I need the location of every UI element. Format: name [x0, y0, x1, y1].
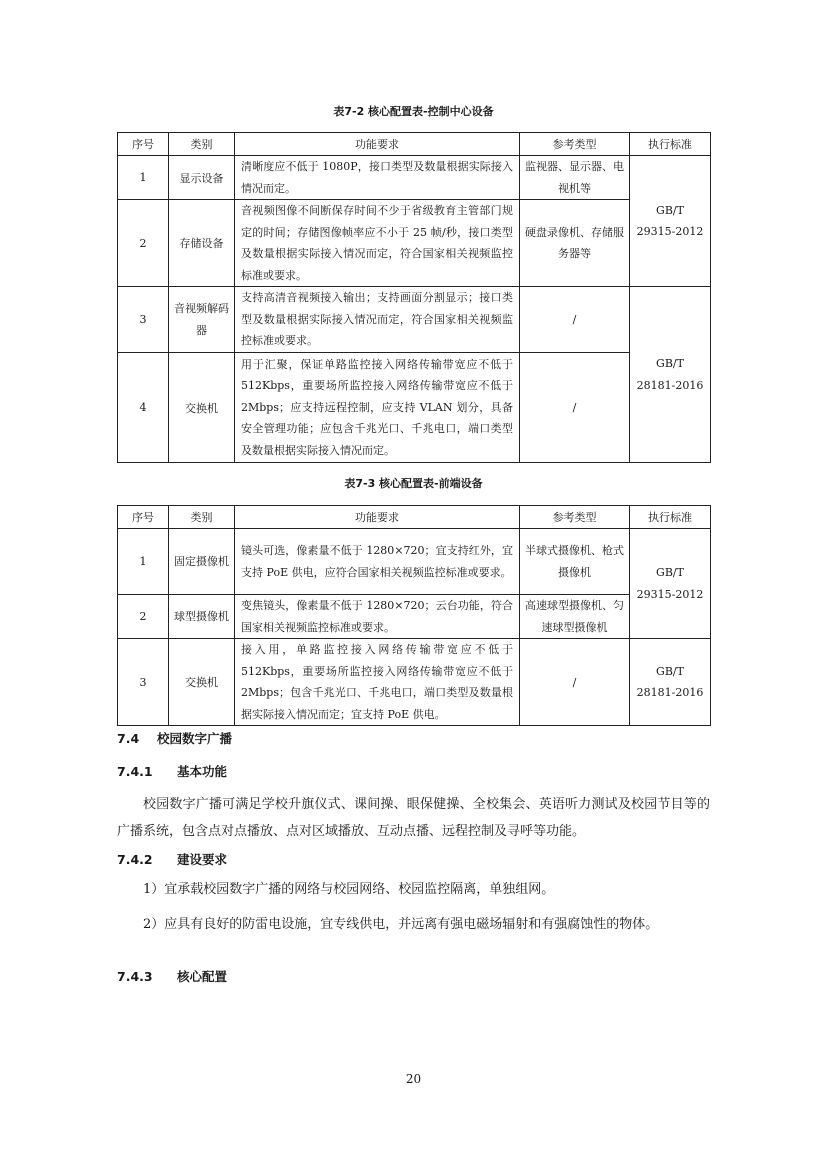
header-reference: 参考类型	[520, 506, 630, 529]
table-7-2-caption: 表7-2 核心配置表-控制中心设备	[333, 105, 494, 118]
row-requirement: 清晰度应不低于 1080P，接口类型及数量根据实际接入情况而定。	[235, 156, 520, 200]
row-category: 球型摄像机	[169, 595, 235, 639]
table-row	[118, 595, 711, 639]
paragraph-basic-function: 校园数字广播可满足学校升旗仪式、课间操、眼保健操、全校集会、英语听力测试及校园节目等的广播系统，包含点对点播放、点对区域播放、互动点播、远程控制及寻呼等功能。	[117, 797, 710, 839]
section-number: 7.4.3	[117, 969, 153, 984]
header-category: 类别	[169, 506, 235, 529]
table-row	[118, 353, 711, 463]
section-heading-7-4-3	[117, 967, 227, 985]
row-category: 音视频解码器	[169, 287, 235, 353]
header-requirement: 功能要求	[235, 506, 520, 529]
section-heading-7-4	[117, 729, 232, 747]
row-reference: /	[520, 353, 630, 463]
row-standard: GB/T 28181-2016	[630, 287, 711, 463]
table-row	[118, 287, 711, 353]
section-title: 基本功能	[177, 764, 228, 779]
row-no: 3	[118, 639, 169, 726]
section-title: 核心配置	[177, 969, 228, 984]
row-no: 2	[118, 595, 169, 639]
row-reference: /	[520, 287, 630, 353]
row-no: 4	[118, 353, 169, 463]
row-category: 存储设备	[169, 200, 235, 287]
header-requirement: 功能要求	[235, 133, 520, 156]
row-requirement: 支持高清音视频接入输出；支持画面分割显示；接口类型及数量根据实际接入情况而定，符合国家相关视频监控标准或要求。	[235, 287, 520, 353]
table-row	[118, 200, 711, 287]
section-number: 7.4.2	[117, 852, 153, 867]
table-row	[118, 639, 711, 726]
row-category: 交换机	[169, 639, 235, 726]
header-no: 序号	[118, 133, 169, 156]
row-no: 1	[118, 156, 169, 200]
section-number: 7.4.1	[117, 764, 153, 779]
row-standard: GB/T 29315-2012	[630, 156, 711, 287]
paragraph-requirement-2: 2）应具有良好的防雷电设施，宜专线供电，并远离有强电磁场辐射和有强腐蚀性的物体。	[143, 917, 659, 932]
table-7-2	[117, 132, 711, 463]
row-standard: GB/T 29315-2012	[630, 529, 711, 639]
row-requirement: 镜头可选，像素量不低于 1280×720；宜支持红外，宜支持 PoE 供电，应符合国家相关视频监控标准或要求。	[235, 529, 520, 595]
header-no: 序号	[118, 506, 169, 529]
row-standard: GB/T 28181-2016	[630, 639, 711, 726]
table-header-row	[118, 133, 711, 156]
row-reference: /	[520, 639, 630, 726]
section-title: 校园数字广播	[157, 731, 233, 746]
section-heading-7-4-2	[117, 850, 227, 868]
page-number: 20	[405, 1072, 422, 1086]
paragraph-requirement-1: 1）宜承载校园数字广播的网络与校园网络、校园监控隔离，单独组网。	[143, 882, 555, 897]
section-number: 7.4	[117, 731, 140, 746]
header-reference: 参考类型	[520, 133, 630, 156]
section-heading-7-4-1	[117, 762, 227, 780]
table-header-row	[118, 506, 711, 529]
row-no: 1	[118, 529, 169, 595]
row-requirement: 变焦镜头，像素量不低于 1280×720；云台功能，符合国家相关视频监控标准或要求。	[235, 595, 520, 639]
row-category: 交换机	[169, 353, 235, 463]
table-row	[118, 529, 711, 595]
row-no: 3	[118, 287, 169, 353]
row-requirement: 用于汇聚，保证单路监控接入网络传输带宽应不低于 512Kbps，重要场所监控接入网络传输带宽应不低于 2Mbps；应支持远程控制，应支持 VLAN 划分，具备安全管理功能；应包含千兆光口、千兆电口，端口类型及数量根据实际接入情况而定。	[235, 353, 520, 463]
row-requirement: 接入用，单路监控接入网络传输带宽应不低于 512Kbps，重要场所监控接入网络传输带宽应不低于 2Mbps；包含千兆光口、千兆电口，端口类型及数量根据实际接入情况而定；宜支持 PoE 供电。	[235, 639, 520, 726]
table-row	[118, 156, 711, 200]
row-category: 固定摄像机	[169, 529, 235, 595]
row-reference: 高速球型摄像机、匀速球型摄像机	[520, 595, 630, 639]
row-category: 显示设备	[169, 156, 235, 200]
row-requirement: 音视频图像不间断保存时间不少于省级教育主管部门规定的时间；存储图像帧率应不小于 25 帧/秒，接口类型及数量根据实际接入情况而定，符合国家相关视频监控标准或要求。	[235, 200, 520, 287]
row-reference: 监视器、显示器、电视机等	[520, 156, 630, 200]
header-category: 类别	[169, 133, 235, 156]
row-reference: 半球式摄像机、枪式摄像机	[520, 529, 630, 595]
header-standard: 执行标准	[630, 506, 711, 529]
section-title: 建设要求	[177, 852, 228, 867]
row-reference: 硬盘录像机、存储服务器等	[520, 200, 630, 287]
header-standard: 执行标准	[630, 133, 711, 156]
table-7-3-caption: 表7-3 核心配置表-前端设备	[344, 477, 483, 490]
row-no: 2	[118, 200, 169, 287]
table-7-3	[117, 505, 711, 726]
